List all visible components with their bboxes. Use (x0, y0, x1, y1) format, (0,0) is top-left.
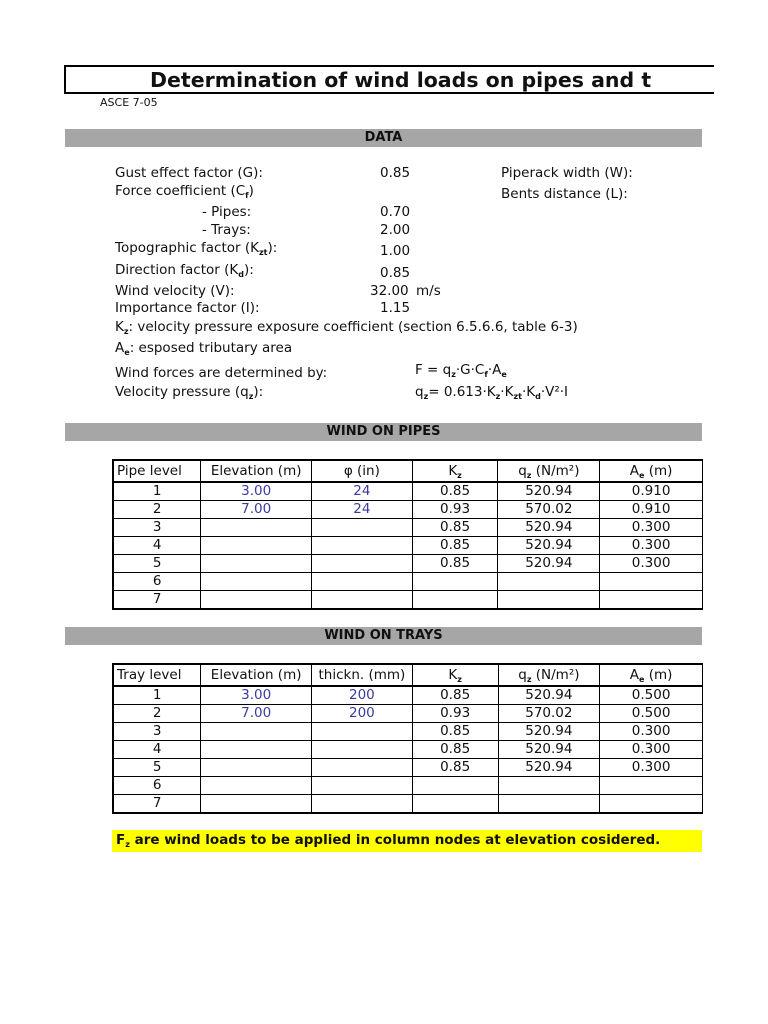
trays-cell: 1 (113, 686, 201, 705)
trays-cell: 0.85 (412, 741, 498, 759)
direction-factor-value: 0.85 (380, 265, 411, 281)
pipes-cell: 5 (113, 555, 201, 573)
table-row (113, 501, 703, 519)
table-row (113, 573, 703, 591)
trays-cell (600, 777, 703, 795)
trays-column-header: $A_e$ (m) (600, 664, 703, 686)
trays-cell[interactable] (201, 741, 312, 759)
title-box (64, 65, 714, 94)
pipes-cell[interactable] (201, 573, 312, 591)
piperack-width-label: Piperack width (W): (501, 165, 633, 181)
trays-column-header: Tray level (113, 664, 201, 686)
pipes-cell: 6 (113, 573, 201, 591)
trays-cell (498, 795, 600, 814)
velocity-pressure-formula: $q_z= 0.613\cdot K_z\cdot K_{zt}\cdot K_d\cdot V^2\cdot I$ (415, 384, 569, 401)
note-banner: $F_z$ are wind loads to be applied in column nodes at elevation cosidered. (112, 830, 702, 852)
pipes-cell[interactable] (312, 555, 413, 573)
trays-cell (498, 777, 600, 795)
trays-cell[interactable] (312, 741, 413, 759)
importance-factor-label: Importance factor (I): (115, 300, 260, 316)
wind-forces-label: Wind forces are determined by: (115, 365, 328, 381)
ae-definition: $A_e$: esposed tributary area (115, 340, 293, 357)
table-row (113, 482, 703, 501)
pipes-cell (412, 573, 498, 591)
trays-cell: 520.94 (498, 759, 600, 777)
pipes-cell (412, 591, 498, 610)
wind-velocity-label: Wind velocity (V): (115, 283, 235, 299)
pipes-cell[interactable] (312, 537, 413, 555)
trays-cell[interactable] (201, 723, 312, 741)
trays-coefficient-value: 2.00 (380, 222, 411, 238)
pipes-cell (600, 573, 703, 591)
topographic-factor-value: 1.00 (380, 243, 411, 259)
pipes-cell (498, 573, 600, 591)
pipes-column-header: φ (in) (312, 460, 413, 482)
trays-cell[interactable] (312, 795, 413, 814)
pipes-cell: 0.85 (412, 555, 498, 573)
trays-cell[interactable]: 200 (312, 686, 413, 705)
trays-cell: 2 (113, 705, 201, 723)
trays-cell: 7 (113, 795, 201, 814)
trays-cell: 5 (113, 759, 201, 777)
pipes-cell (498, 591, 600, 610)
code-reference: ASCE 7-05 (100, 96, 158, 109)
trays-column-header: $K_z$ (412, 664, 498, 686)
pipes-cell[interactable] (201, 555, 312, 573)
pipes-cell: 0.300 (600, 537, 703, 555)
trays-cell: 520.94 (498, 741, 600, 759)
trays-cell (412, 795, 498, 814)
trays-cell[interactable]: 200 (312, 705, 413, 723)
trays-cell: 0.85 (412, 759, 498, 777)
table-row (113, 519, 703, 537)
trays-column-header: $q_z$ (N/m²) (498, 664, 600, 686)
pipes-cell: 0.85 (412, 482, 498, 501)
pipes-cell: 0.85 (412, 519, 498, 537)
trays-cell[interactable] (201, 759, 312, 777)
section-header-data: DATA (65, 129, 702, 147)
pipes-cell: 520.94 (498, 555, 600, 573)
trays-cell: 570.02 (498, 705, 600, 723)
pipes-cell: 520.94 (498, 537, 600, 555)
gust-label: Gust effect factor (G): (115, 165, 263, 181)
force-coefficient-label: Force coefficient $(C_f)$ (115, 183, 254, 200)
table-row (113, 555, 703, 573)
trays-coefficient-label: - Trays: (202, 222, 251, 238)
trays-cell: 3 (113, 723, 201, 741)
trays-cell: 0.300 (600, 741, 703, 759)
pipes-cell[interactable] (312, 519, 413, 537)
pipes-column-header: Pipe level (113, 460, 201, 482)
trays-cell[interactable] (312, 723, 413, 741)
direction-factor-label: Direction factor $(K_d)$: (115, 262, 254, 279)
pipes-cell: 7 (113, 591, 201, 610)
pipes-cell[interactable]: 24 (312, 482, 413, 501)
section-header-pipes: WIND ON PIPES (65, 423, 702, 441)
pipes-cell: 0.300 (600, 519, 703, 537)
trays-cell (412, 777, 498, 795)
trays-column-header: Elevation (m) (201, 664, 312, 686)
trays-cell (600, 795, 703, 814)
pipes-cell: 3 (113, 519, 201, 537)
bents-distance-label: Bents distance (L): (501, 186, 628, 202)
wind-force-formula: $F = q_z\cdot G\cdot C_f\cdot A_e$ (415, 362, 507, 379)
velocity-pressure-label: Velocity pressure $(q_z)$: (115, 384, 264, 401)
trays-cell: 0.300 (600, 759, 703, 777)
pipes-column-header: $q_z$ (N/m²) (498, 460, 600, 482)
wind-velocity-value: 32.00 (370, 283, 409, 299)
trays-cell: 4 (113, 741, 201, 759)
pipes-table (112, 459, 703, 610)
pipes-cell: 0.93 (412, 501, 498, 519)
pipes-cell[interactable] (312, 573, 413, 591)
pipes-cell[interactable] (201, 519, 312, 537)
pipes-cell: 520.94 (498, 482, 600, 501)
pipes-column-header: $A_e$ (m) (600, 460, 703, 482)
table-row (113, 723, 703, 741)
pipes-cell: 570.02 (498, 501, 600, 519)
trays-cell: 0.85 (412, 723, 498, 741)
trays-cell[interactable] (312, 759, 413, 777)
pipes-coefficient-value: 0.70 (380, 204, 411, 220)
pipes-cell: 0.300 (600, 555, 703, 573)
pipes-cell[interactable]: 3.00 (201, 482, 312, 501)
pipes-cell[interactable] (201, 591, 312, 610)
table-row (113, 686, 703, 705)
trays-cell: 0.300 (600, 723, 703, 741)
trays-cell[interactable] (201, 777, 312, 795)
table-row (113, 777, 703, 795)
pipes-cell: 2 (113, 501, 201, 519)
trays-cell: 6 (113, 777, 201, 795)
table-row (113, 741, 703, 759)
trays-cell[interactable]: 3.00 (201, 686, 312, 705)
pipes-header-row (113, 460, 703, 482)
pipes-cell: 1 (113, 482, 201, 501)
topographic-factor-label: Topographic factor $(K_{zt})$: (115, 240, 278, 257)
trays-cell: 0.500 (600, 705, 703, 723)
table-row (113, 795, 703, 814)
trays-cell: 520.94 (498, 686, 600, 705)
trays-cell: 0.85 (412, 686, 498, 705)
section-header-trays: WIND ON TRAYS (65, 627, 702, 645)
trays-column-header: thickn. (mm) (312, 664, 413, 686)
table-row (113, 591, 703, 610)
trays-cell[interactable]: 7.00 (201, 705, 312, 723)
pipes-cell[interactable]: 24 (312, 501, 413, 519)
page-title: Determination of wind loads on pipes and t (150, 68, 652, 92)
trays-cell[interactable] (201, 795, 312, 814)
wind-velocity-unit: m/s (416, 283, 441, 299)
pipes-cell[interactable]: 7.00 (201, 501, 312, 519)
pipes-coefficient-label: - Pipes: (202, 204, 252, 220)
pipes-column-header: Elevation (m) (201, 460, 312, 482)
table-row (113, 537, 703, 555)
trays-cell: 0.93 (412, 705, 498, 723)
table-row (113, 759, 703, 777)
pipes-cell (600, 591, 703, 610)
pipes-cell: 520.94 (498, 519, 600, 537)
pipes-column-header: $K_z$ (412, 460, 498, 482)
trays-cell: 520.94 (498, 723, 600, 741)
trays-cell: 0.500 (600, 686, 703, 705)
pipes-cell: 0.910 (600, 482, 703, 501)
kz-definition: $K_z$: velocity pressure exposure coefficient (section 6.5.6.6, table 6-3) (115, 319, 578, 336)
pipes-cell: 0.910 (600, 501, 703, 519)
trays-cell[interactable] (312, 777, 413, 795)
trays-table (112, 663, 703, 814)
pipes-cell[interactable] (201, 537, 312, 555)
pipes-cell: 4 (113, 537, 201, 555)
table-row (113, 705, 703, 723)
trays-header-row (113, 664, 703, 686)
gust-value: 0.85 (380, 165, 411, 181)
pipes-cell: 0.85 (412, 537, 498, 555)
importance-factor-value: 1.15 (380, 300, 411, 316)
pipes-cell[interactable] (312, 591, 413, 610)
